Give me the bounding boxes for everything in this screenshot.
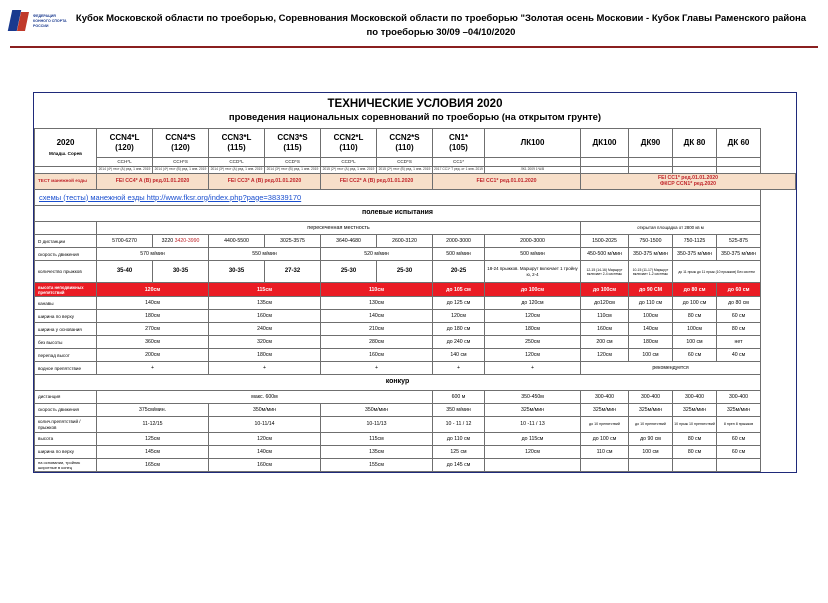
- header-class-10: ДК 80: [673, 129, 717, 158]
- dressage-ccn1-line2: ФКСР CCN1* ред.2020: [659, 181, 717, 188]
- sj-cell-o-2: 10-11/13: [321, 417, 433, 433]
- subheader-9: [629, 158, 673, 167]
- sj-cell-s-6: 325м/мин: [629, 404, 673, 417]
- cell-distance-4: 3640-4680: [321, 235, 377, 248]
- dressage-ccn1: [581, 173, 796, 189]
- row-ditch: [35, 297, 796, 310]
- sj-base-label: на основании, тройник широтные в конец: [35, 459, 97, 472]
- sj-cell-o-5: до 10 препятствий: [581, 417, 629, 433]
- cell-nh-7: 100 см: [673, 336, 717, 349]
- cell-jumps-8: 12-15 (14-16) Маршрут включает 2-4 системы: [581, 261, 629, 283]
- row-width-top: [35, 310, 796, 323]
- cell-w-1: +: [209, 362, 321, 375]
- cell-jumps-10: до 11 прыж до 11 прыж (10 прыжков) Без систем: [673, 261, 761, 283]
- sj-row-obstacles: [35, 417, 796, 433]
- sj-cell-s-3: 350 м/мин: [433, 404, 485, 417]
- cell-nh-3: до 240 см: [433, 336, 485, 349]
- sj-cell-d-2: 350-450м: [485, 391, 581, 404]
- cell-jumps-5: 25-30: [377, 261, 433, 283]
- cell-distance-5: 2600-3120: [377, 235, 433, 248]
- dressage-label: ТЕСТ манежной езды: [35, 173, 97, 189]
- cell-ditch-2: 130см: [321, 297, 433, 310]
- sj-cell-o-0: 11-12/15: [97, 417, 209, 433]
- cell-w-3: +: [433, 362, 485, 375]
- cell-nh-6: 180см: [629, 336, 673, 349]
- sj-cell-s-5: 325м/мин: [581, 404, 629, 417]
- sj-cell-d-5: 300-400: [673, 391, 717, 404]
- sj-cell-wt-7: 80 см: [673, 446, 717, 459]
- sj-cell-wt-4: 120см: [485, 446, 581, 459]
- cell-speed-0: 570 м/мин: [97, 248, 209, 261]
- cell-ditch-0: 140см: [97, 297, 209, 310]
- sj-cell-h-5: до 100 см: [581, 433, 629, 446]
- test-note-1: 2014 (4*) тест (В) ред. 1 янв. 2019: [153, 166, 209, 173]
- sj-cell-h-6: до 90 см: [629, 433, 673, 446]
- sj-cell-b-0: 165см: [97, 459, 209, 472]
- cell-wb-2: 210см: [321, 323, 433, 336]
- table-subheader-row: [35, 158, 796, 167]
- sj-width-top-label: ширина по верху: [35, 446, 97, 459]
- cell-nh-2: 280см: [321, 336, 433, 349]
- cell-distance-3: 3025-3575: [265, 235, 321, 248]
- cell-wt-7: 80 см: [673, 310, 717, 323]
- cell-obs-2: 110см: [321, 283, 433, 297]
- test-note-0: 2014 (4*) тест (А) ред. 1 янв. 2019: [97, 166, 153, 173]
- cell-distance-6: 2000-3000: [433, 235, 485, 248]
- event-title-line-2: по троеборью 30/09 –04/10/2020: [366, 26, 516, 38]
- row-drop: [35, 349, 796, 362]
- cell-dr-1: 180см: [209, 349, 321, 362]
- cell-distance-7: 2000-3000: [485, 235, 581, 248]
- cell-jumps-9: 10-15 (11-17) Маршрут включает 1-2 системы: [629, 261, 673, 283]
- cell-dr-5: 120см: [581, 349, 629, 362]
- cell-obs-7: до 80 см: [673, 283, 717, 297]
- test-note-3: 2014 (3*) тест (В) ред. 1 янв. 2019: [265, 166, 321, 173]
- sj-cell-o-1: 10-11/14: [209, 417, 321, 433]
- cell-distance-2: 4400-5500: [209, 235, 265, 248]
- cell-w-0: +: [97, 362, 209, 375]
- cell-jumps-1: 30-35: [153, 261, 209, 283]
- dressage-cc1: FEI CC1* ред.01.01.2020: [433, 173, 581, 189]
- cell-nh-4: 250см: [485, 336, 581, 349]
- cell-distance-1: 3220 3420-3990: [153, 235, 209, 248]
- subheader-6: CC1*: [433, 158, 485, 167]
- dressage-cc4: FEI CC4* A (B) ред.01.01.2020: [97, 173, 209, 189]
- dressage-cc3: FEI CC3* A (B) ред.01.01.2020: [209, 173, 321, 189]
- sj-cell-d-1: 600 м: [433, 391, 485, 404]
- cell-wb-4: 180см: [485, 323, 581, 336]
- cell-speed-3: 500 м/мин: [433, 248, 485, 261]
- row-no-height: [35, 336, 796, 349]
- sj-cell-o-7: 10 прыж 10 препятствий: [673, 417, 717, 433]
- cell-distance-8: 1500-2025: [581, 235, 629, 248]
- cell-distance-10: 750-1125: [673, 235, 717, 248]
- cell-wt-5: 110см: [581, 310, 629, 323]
- row-width-base: [35, 323, 796, 336]
- cell-jumps-7: 18-24 прыжков. Маршрут включает 1 тройну ю, 2-4: [485, 261, 581, 283]
- showjumping-band: [35, 375, 796, 391]
- sj-cell-wt-5: 110 см: [581, 446, 629, 459]
- cell-jumps-0: 35-40: [97, 261, 153, 283]
- row-width-top-label: ширина по верху: [35, 310, 97, 323]
- sj-height-label: высота: [35, 433, 97, 446]
- sj-cell-o-8: 8 преп 8 прыжков: [717, 417, 761, 433]
- terrain-band: [35, 221, 796, 235]
- schemes-link-row: [35, 189, 796, 205]
- subheader-4: CCD*L: [321, 158, 377, 167]
- test-note-label: [35, 166, 97, 173]
- header-class-0: CCN4*L (120): [97, 129, 153, 158]
- row-water: [35, 362, 796, 375]
- sj-cell-wt-3: 125 см: [433, 446, 485, 459]
- header-class-5: CCN2*S (110): [377, 129, 433, 158]
- cell-obs-3: до 105 см: [433, 283, 485, 297]
- header-class-1: CCN4*S (120): [153, 129, 209, 158]
- sj-cell-s-2: 350м/мин: [321, 404, 433, 417]
- federation-line-3: РОССИИ: [33, 23, 49, 28]
- sj-cell-b-1: 160см: [209, 459, 321, 472]
- sj-cell-h-1: 120см: [209, 433, 321, 446]
- row-jumps: [35, 261, 796, 283]
- subheader-7: [485, 158, 581, 167]
- header-class-11: ДК 60: [717, 129, 761, 158]
- cell-dr-7: 60 см: [673, 349, 717, 362]
- cell-speed-8: 350-375 м/мин: [717, 248, 761, 261]
- test-note-9: [629, 166, 673, 173]
- cell-speed-7: 350-375 м/мин: [673, 248, 717, 261]
- sj-cell-b-7: [673, 459, 717, 472]
- cell-nh-0: 360см: [97, 336, 209, 349]
- federation-logo: [10, 6, 74, 32]
- row-speed-label: скорость движения: [35, 248, 97, 261]
- test-note-8: [581, 166, 629, 173]
- event-title: [74, 6, 818, 40]
- cell-distance-9: 750-1500: [629, 235, 673, 248]
- sj-speed-label: скорость движения: [35, 404, 97, 417]
- cell-nh-1: 320см: [209, 336, 321, 349]
- row-width-base-label: ширина у основания: [35, 323, 97, 336]
- cell-speed-6: 350-375 м/мин: [629, 248, 673, 261]
- cell-ditch-6: до 110 см: [629, 297, 673, 310]
- cell-ditch-5: до120см: [581, 297, 629, 310]
- subheader-5: CCD*S: [377, 158, 433, 167]
- technical-conditions-table: [33, 92, 797, 473]
- subheader-0: CCH*L: [97, 158, 153, 167]
- sj-cell-h-0: 125см: [97, 433, 209, 446]
- sj-distance-label: дистанция: [35, 391, 97, 404]
- sj-cell-d-3: 300-400: [581, 391, 629, 404]
- cell-wt-8: 60 см: [717, 310, 761, 323]
- sj-cell-h-2: 115см: [321, 433, 433, 446]
- test-note-4: 2015 (2*) тест (А) ред. 1 янв. 2019: [321, 166, 377, 173]
- test-note-10: [673, 166, 717, 173]
- cell-wt-2: 140см: [321, 310, 433, 323]
- cell-nh-8: нет: [717, 336, 761, 349]
- sj-cell-o-6: до 10 препятствий: [629, 417, 673, 433]
- dressage-schemes-link[interactable]: схемы (тесты) манежной езды http://www.fksr.org/index.php?page=38339170: [39, 192, 302, 202]
- subheader-1: CCH*S: [153, 158, 209, 167]
- sj-cell-o-3: 10 - 11 / 12: [433, 417, 485, 433]
- cell-obs-5: до 100см: [581, 283, 629, 297]
- sj-row-width-top: [35, 446, 796, 459]
- cell-wb-5: 160см: [581, 323, 629, 336]
- sj-cell-b-8: [717, 459, 761, 472]
- row-jumps-label: количество прыжков: [35, 261, 97, 283]
- cell-speed-5: 450-500 м/мин: [581, 248, 629, 261]
- header-class-6: CN1* (105): [433, 129, 485, 158]
- federation-line-1: ФЕДЕРАЦИЯ: [33, 14, 56, 18]
- cell-w-4: +: [485, 362, 581, 375]
- sj-cell-s-7: 325м/мин: [673, 404, 717, 417]
- year-sub-label: Младш. Сорев: [49, 151, 82, 156]
- page-header: [0, 0, 828, 40]
- sj-cell-s-0: 375см/мин.: [97, 404, 209, 417]
- federation-name: [33, 10, 67, 29]
- cell-wb-1: 240см: [209, 323, 321, 336]
- sj-cell-s-1: 350м/мин: [209, 404, 321, 417]
- row-distance: [35, 235, 796, 248]
- sj-cell-b-4: [485, 459, 581, 472]
- sj-cell-b-6: [629, 459, 673, 472]
- cell-wb-3: до 180 см: [433, 323, 485, 336]
- event-title-line-1: Кубок Московской области по троеборью, Соревнования Московской области по троеборью "Золотая осень Московии - Кубок Главы Раменского района: [75, 13, 807, 24]
- sj-cell-s-4: 325м/мин: [485, 404, 581, 417]
- cell-dr-2: 160см: [321, 349, 433, 362]
- cell-jumps-6: 20-25: [433, 261, 485, 283]
- cell-speed-4: 500 м/мин: [485, 248, 581, 261]
- row-obstacle-height: [35, 283, 796, 297]
- cell-obs-1: 115см: [209, 283, 321, 297]
- subheader-8: [581, 158, 629, 167]
- cell-wt-3: 120см: [433, 310, 485, 323]
- cell-jumps-4: 25-30: [321, 261, 377, 283]
- header-class-3: CCN3*S (115): [265, 129, 321, 158]
- sj-row-distance: [35, 391, 796, 404]
- subheader-2: CCD*L: [209, 158, 265, 167]
- test-note-6: 2017 СС1* Т ред. от 1 янв. 2019: [433, 166, 485, 173]
- cell-dr-0: 200см: [97, 349, 209, 362]
- test-note-11: [717, 166, 761, 173]
- sj-cell-d-4: 300-400: [629, 391, 673, 404]
- sj-cell-h-7: 80 см: [673, 433, 717, 446]
- sj-cell-s-8: 325м/мин: [717, 404, 761, 417]
- logo-mark-icon: [10, 10, 30, 32]
- row-obstacle-height-label: высота неподвижных препятствий: [35, 283, 97, 297]
- header-class-8: ДК100: [581, 129, 629, 158]
- open-area-label: открытая площадка от 2800 кв м: [581, 221, 761, 235]
- cell-speed-1: 550 м/мин: [209, 248, 321, 261]
- sj-cell-h-8: 60 см: [717, 433, 761, 446]
- table-header-row: [35, 129, 796, 158]
- cell-nh-5: 200 см: [581, 336, 629, 349]
- cell-obs-6: до 90 СМ: [629, 283, 673, 297]
- test-note-7: ЛК1 2009 1*А/В: [485, 166, 581, 173]
- test-note-2: 2014 (3*) тест (А) ред. 1 янв. 2019: [209, 166, 265, 173]
- sj-row-height: [35, 433, 796, 446]
- test-note-row: [35, 166, 796, 173]
- dressage-test-row: [35, 173, 796, 189]
- field-tests-band: [35, 205, 796, 221]
- header-class-9: ДК90: [629, 129, 673, 158]
- sj-cell-h-3: до 110 см: [433, 433, 485, 446]
- year-label: 2020: [56, 138, 75, 147]
- cell-distance-11: 525-875: [717, 235, 761, 248]
- sj-obstacles-label: колич.препятствий /прыжков: [35, 417, 97, 433]
- row-ditch-label: канавы: [35, 297, 97, 310]
- row-distance-label: D дистанции: [35, 235, 97, 248]
- row-speed: [35, 248, 796, 261]
- cell-ditch-7: до 100 см: [673, 297, 717, 310]
- field-tests-label: полевые испытания: [35, 205, 761, 221]
- cell-ditch-4: до 120см: [485, 297, 581, 310]
- sj-cell-d-0: макс. 600м: [97, 391, 433, 404]
- cell-obs-8: до 60 см: [717, 283, 761, 297]
- sj-cell-wt-8: 60 см: [717, 446, 761, 459]
- sj-cell-b-5: [581, 459, 629, 472]
- dressage-ccn1-line1: FEI CC1* ред.01.01.2020: [657, 174, 719, 181]
- dressage-cc2: FEI CC2* A (B) ред.01.01.2020: [321, 173, 433, 189]
- cell-wt-1: 160см: [209, 310, 321, 323]
- sj-cell-h-4: до 115см: [485, 433, 581, 446]
- sj-cell-wt-0: 145см: [97, 446, 209, 459]
- doc-subtitle: проведения национальных соревнований по троеборью (на открытом грунте): [228, 112, 602, 123]
- header-divider: [10, 46, 818, 48]
- row-drop-label: перепад высот: [35, 349, 97, 362]
- cell-obs-4: до 100см: [485, 283, 581, 297]
- cell-wt-6: 100см: [629, 310, 673, 323]
- federation-line-2: КОННОГО СПОРТА: [33, 18, 67, 23]
- cell-wt-4: 120см: [485, 310, 581, 323]
- cell-obs-0: 120см: [97, 283, 209, 297]
- cell-dr-3: 140 см: [433, 349, 485, 362]
- test-note-5: 2015 (2*) тест (В) ред. 1 янв. 2019: [377, 166, 433, 173]
- cell-w-5: рекомендуется: [581, 362, 761, 375]
- cell-wb-6: 140см: [629, 323, 673, 336]
- doc-title: ТЕХНИЧЕСКИЕ УСЛОВИЯ 2020: [327, 98, 503, 110]
- sj-row-speed: [35, 404, 796, 417]
- row-no-height-label: без высоты: [35, 336, 97, 349]
- sj-cell-o-4: 10 -11 / 13: [485, 417, 581, 433]
- cell-dr-8: 40 см: [717, 349, 761, 362]
- header-class-2: CCN3*L (115): [209, 129, 265, 158]
- header-class-4: CCN2*L (110): [321, 129, 377, 158]
- cell-wt-0: 180см: [97, 310, 209, 323]
- cell-jumps-3: 27-32: [265, 261, 321, 283]
- sj-cell-b-3: до 145 см: [433, 459, 485, 472]
- subheader-11: [717, 158, 761, 167]
- cell-wb-7: 100см: [673, 323, 717, 336]
- cell-wb-0: 270см: [97, 323, 209, 336]
- subheader-3: CCD*S: [265, 158, 321, 167]
- cell-ditch-8: до 80 см: [717, 297, 761, 310]
- cell-speed-2: 520 м/мин: [321, 248, 433, 261]
- cell-distance-0: 5700-6270: [97, 235, 153, 248]
- sj-cell-wt-1: 140см: [209, 446, 321, 459]
- cell-jumps-2: 30-35: [209, 261, 265, 283]
- cross-country-label: пересеченная местность: [97, 221, 581, 235]
- sj-cell-d-6: 300-400: [717, 391, 761, 404]
- cell-ditch-3: до 125 см: [433, 297, 485, 310]
- cell-w-2: +: [321, 362, 433, 375]
- sj-row-base: [35, 459, 796, 472]
- subheader-10: [673, 158, 717, 167]
- showjumping-label: конкур: [35, 375, 761, 391]
- cell-dr-6: 100 см: [629, 349, 673, 362]
- header-year: [35, 129, 97, 167]
- sj-cell-wt-6: 100 см: [629, 446, 673, 459]
- sj-cell-b-2: 155см: [321, 459, 433, 472]
- row-water-label: водное препятствие: [35, 362, 97, 375]
- header-class-7: ЛК100: [485, 129, 581, 158]
- cell-dr-4: 120см: [485, 349, 581, 362]
- sj-cell-wt-2: 135см: [321, 446, 433, 459]
- cell-wb-8: 80 см: [717, 323, 761, 336]
- main-table: [34, 128, 796, 472]
- cell-ditch-1: 135см: [209, 297, 321, 310]
